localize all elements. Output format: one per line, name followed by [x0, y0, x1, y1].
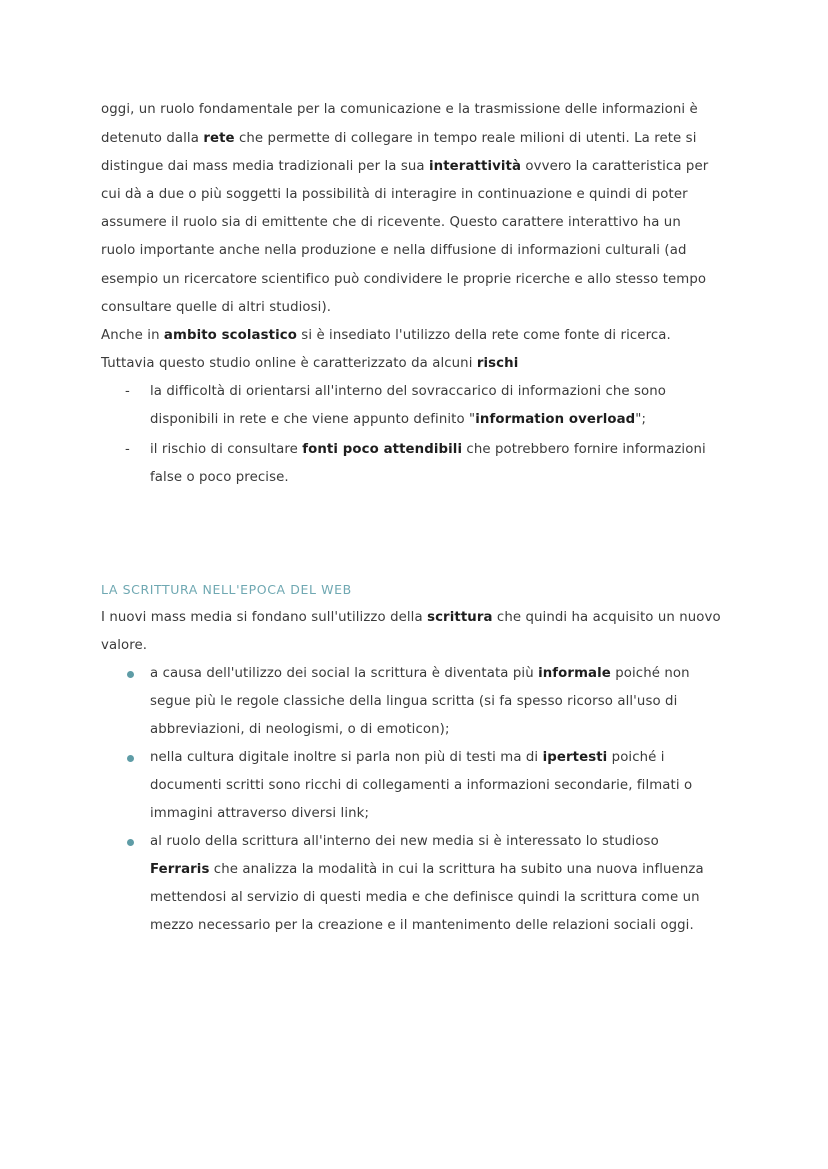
text-line: I nuovi mass media si fondano sull'utilizzo della scrittura che quindi ha acquisito un nuovo	[101, 610, 721, 625]
list-item: disponibili in rete e che viene appunto definito "information overload";	[150, 412, 647, 427]
list-item: immagini attraverso diversi link;	[150, 806, 370, 821]
list-item: documenti scritti sono ricchi di collegamenti a informazioni secondarie, filmati o	[150, 778, 693, 793]
bullet-dot	[127, 755, 134, 762]
keyword-informale: informale	[538, 666, 611, 681]
keyword-fonti-poco-attendibili: fonti poco attendibili	[302, 442, 463, 457]
text-line: distingue dai mass media tradizionali per la sua interattività ovvero la caratteristica per	[101, 159, 709, 174]
list-item: nella cultura digitale inoltre si parla non più di testi ma di ipertesti poiché i	[150, 750, 665, 765]
keyword-ambito-scolastico: ambito scolastico	[163, 328, 297, 343]
list-item: al ruolo della scrittura all'interno dei new media si è interessato lo studioso	[150, 834, 659, 849]
keyword-interattivita: interattività	[429, 159, 522, 174]
text-line: assumere il ruolo sia di emittente che di ricevente. Questo carattere interattivo ha un	[101, 215, 681, 230]
list-item: false o poco precise.	[150, 470, 289, 485]
text-line: valore.	[101, 638, 148, 653]
list-item: mezzo necessario per la creazione e il mantenimento delle relazioni sociali oggi.	[150, 918, 694, 933]
bullet-dot	[127, 839, 134, 846]
keyword-rischi: rischi	[476, 356, 519, 371]
text-line: ruolo importante anche nella produzione e nella diffusione di informazioni culturali (ad	[101, 243, 687, 258]
list-item: il rischio di consultare fonti poco attendibili che potrebbero fornire informazioni	[150, 442, 706, 457]
text-line: detenuto dalla rete che permette di collegare in tempo reale milioni di utenti. La rete si	[101, 131, 697, 146]
text-line: cui dà a due o più soggetti la possibilità di interagire in continuazione e quindi di poter	[101, 187, 688, 202]
bullet-dot	[127, 671, 134, 678]
keyword-ipertesti: ipertesti	[542, 750, 608, 765]
text-line: oggi, un ruolo fondamentale per la comunicazione e la trasmissione delle informazioni è	[101, 102, 698, 117]
text-line: Anche in ambito scolastico si è insediato l'utilizzo della rete come fonte di ricerca.	[101, 328, 671, 343]
text-line: Tuttavia questo studio online è caratterizzato da alcuni rischi	[101, 356, 519, 371]
dash-marker: -	[125, 442, 130, 457]
keyword-scrittura: scrittura	[427, 610, 493, 625]
text-line: esempio un ricercatore scientifico può condividere le proprie ricerche e allo stesso tempo	[101, 272, 707, 287]
keyword-rete: rete	[203, 131, 235, 146]
dash-marker: -	[125, 384, 130, 399]
text-line: consultare quelle di altri studiosi).	[101, 300, 332, 315]
keyword-information-overload: information overload	[475, 412, 636, 427]
section-heading: LA SCRITTURA NELL'EPOCA DEL WEB	[101, 582, 352, 597]
list-item: la difficoltà di orientarsi all'interno del sovraccarico di informazioni che sono	[150, 384, 667, 399]
list-item: a causa dell'utilizzo dei social la scrittura è diventata più informale poiché non	[150, 666, 690, 681]
keyword-ferraris: Ferraris	[150, 862, 210, 877]
list-item: mettendosi al servizio di questi media e che definisce quindi la scrittura come un	[150, 890, 700, 905]
list-item: Ferraris che analizza la modalità in cui la scrittura ha subito una nuova influenza	[150, 862, 704, 877]
list-item: segue più le regole classiche della lingua scritta (si fa spesso ricorso all'uso di	[150, 694, 678, 709]
list-item: abbreviazioni, di neologismi, o di emoticon);	[150, 722, 450, 737]
